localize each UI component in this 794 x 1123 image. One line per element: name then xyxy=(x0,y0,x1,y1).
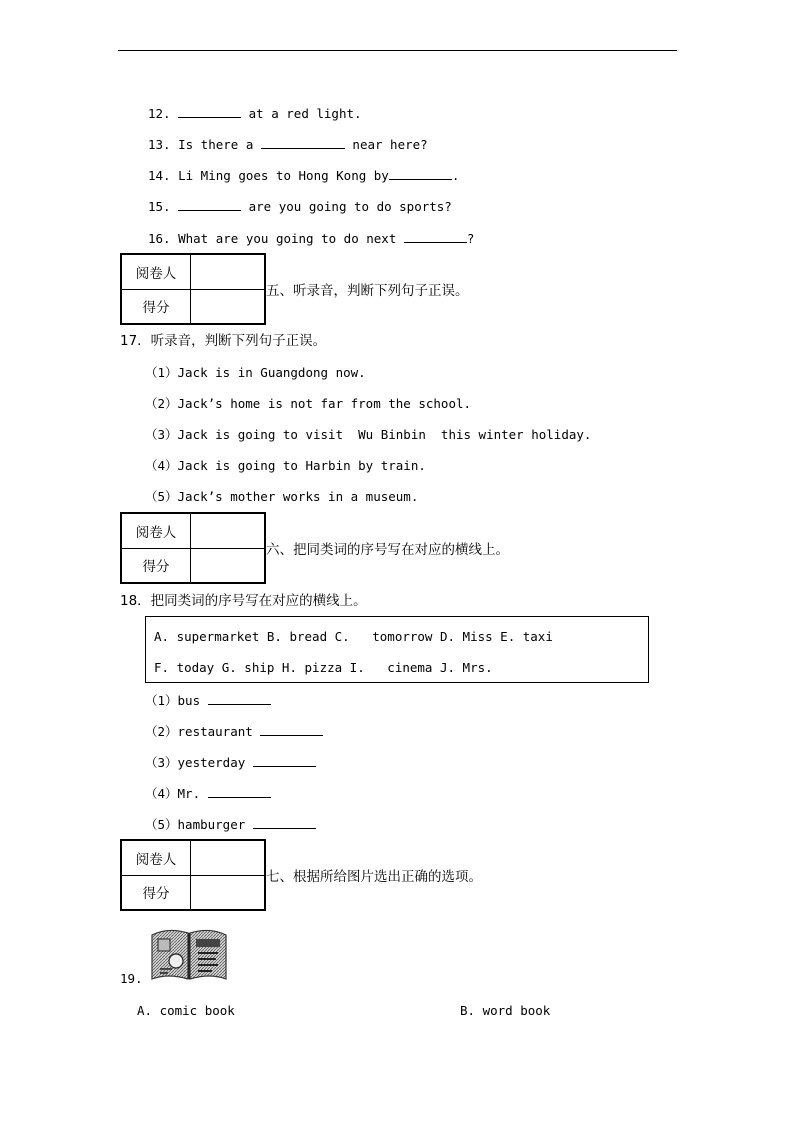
q19-option-b[interactable]: B. word book xyxy=(460,1003,551,1018)
score-label: 得分 xyxy=(122,875,191,910)
answer-blank[interactable] xyxy=(208,785,271,798)
reviewer-cell[interactable] xyxy=(191,841,265,876)
score-box xyxy=(120,839,266,911)
question-12: 12. at a red light. xyxy=(148,106,362,121)
score-box xyxy=(120,512,266,584)
reviewer-label: 阅卷人 xyxy=(122,514,191,549)
q17-item-5: （5）Jack’s mother works in a museum. xyxy=(145,489,419,504)
word-bank-row-1: A. supermarket B. bread C. tomorrow D. Miss E. taxi xyxy=(154,629,553,644)
q19-option-a[interactable]: A. comic book xyxy=(137,1003,235,1018)
score-cell[interactable] xyxy=(191,548,265,583)
question-16: 16. What are you going to do next ? xyxy=(148,231,475,246)
book-picture-icon xyxy=(150,925,228,981)
score-cell[interactable] xyxy=(191,289,265,324)
q18-item-4: （4）Mr. xyxy=(145,785,271,802)
q17-item-2: （2）Jack’s home is not far from the school. xyxy=(145,396,472,411)
question-19-number: 19. xyxy=(120,971,143,986)
question-15: 15. are you going to do sports? xyxy=(148,199,452,214)
score-label: 得分 xyxy=(122,289,191,324)
word-bank-box xyxy=(145,616,649,683)
score-box xyxy=(120,253,266,325)
q18-item-5: （5）hamburger xyxy=(145,816,316,833)
section-six-title: 六、把同类词的序号写在对应的横线上。 xyxy=(266,542,509,558)
q17-item-1: （1）Jack is in Guangdong now. xyxy=(145,365,366,380)
answer-blank[interactable] xyxy=(261,136,345,149)
answer-blank[interactable] xyxy=(178,198,241,211)
answer-blank[interactable] xyxy=(253,754,316,767)
question-14: 14. Li Ming goes to Hong Kong by . xyxy=(148,168,460,183)
q18-item-3: （3）yesterday xyxy=(145,754,316,771)
answer-blank[interactable] xyxy=(260,723,323,736)
word-bank-row-2: F. today G. ship H. pizza I. cinema J. Mrs. xyxy=(154,660,493,675)
score-cell[interactable] xyxy=(191,875,265,910)
answer-blank[interactable] xyxy=(404,230,467,243)
answer-blank[interactable] xyxy=(208,692,271,705)
question-13: 13. Is there a near here? xyxy=(148,137,428,152)
answer-blank[interactable] xyxy=(253,816,316,829)
section-five-title: 五、听录音，判断下列句子正误。 xyxy=(266,283,469,299)
question-18-title: 18．把同类词的序号写在对应的横线上。 xyxy=(120,593,367,609)
header-rule xyxy=(118,50,677,51)
answer-blank[interactable] xyxy=(389,167,452,180)
q17-item-3: （3）Jack is going to visit Wu Binbin this winter holiday. xyxy=(145,427,592,442)
q18-item-1: （1）bus xyxy=(145,692,271,709)
reviewer-cell[interactable] xyxy=(191,255,265,290)
answer-blank[interactable] xyxy=(178,105,241,118)
reviewer-cell[interactable] xyxy=(191,514,265,549)
reviewer-label: 阅卷人 xyxy=(122,255,191,290)
reviewer-label: 阅卷人 xyxy=(122,841,191,876)
score-label: 得分 xyxy=(122,548,191,583)
q18-item-2: （2）restaurant xyxy=(145,723,323,740)
question-17-title: 17．听录音，判断下列句子正误。 xyxy=(120,333,327,349)
q17-item-4: （4）Jack is going to Harbin by train. xyxy=(145,458,426,473)
section-seven-title: 七、根据所给图片选出正确的选项。 xyxy=(266,869,482,885)
